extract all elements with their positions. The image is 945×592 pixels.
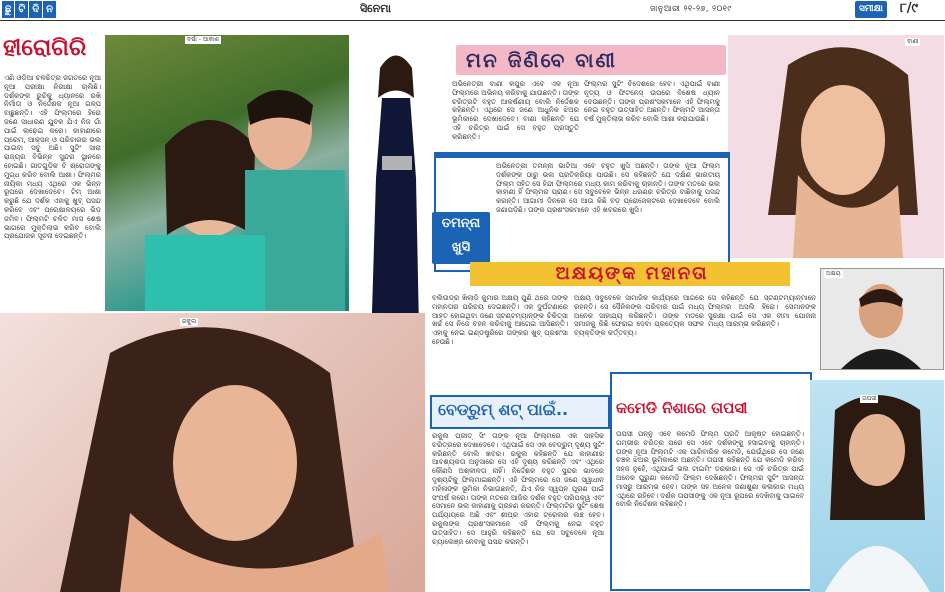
tamanna-quote-badge: ତମନ୍ନା ଖୁସି xyxy=(432,212,490,264)
akshay-col1: ବଲିଉଡ୍‌ର ଖିଲାଡ଼ି କୁମାର ଅକ୍ଷୟ ପୁଣି ଥରେ ତାଙ୍କ ମହାନତାର ପରିଚୟ ଦେଇଛନ୍ତି। ଏକ ଦୁର୍ଘଟଣାରେ ଆହତ ହୋଇଥିବା ଜଣେ ସ୍ଟଣ୍ଟମ୍ୟାନ୍‌ଙ୍କ ଚିକିତ୍ସା ଖର୍ଚ୍ଚ ସେ ନିଜେ ବହନ କରିବାକୁ ଆଗେଇ ଆସିଛନ୍ତି। ଏହାକୁ ନେଇ ଇଣ୍ଡଷ୍ଟ୍ରିରେ ତାଙ୍କର ଖୁବ୍ ପ୍ରଶଂସା ହେଉଛି। xyxy=(432,294,568,346)
section-badge-letter: ଦି xyxy=(29,1,42,18)
taapsee-body: ତାପସୀ ପନ୍ନୁ ଏବେ କମେଡି ଫିଲ୍ମ ପ୍ରତି ଆକୃଷ୍ଟ ହୋଇଛନ୍ତି। ଗମ୍ଭୀର ଚରିତ୍ର ପରେ ସେ ଏବେ ଦର୍ଶକଙ୍କୁ ହସାଇବାକୁ ଚାହାନ୍ତି। ତାଙ୍କ ନୂଆ ଫିଲ୍ମଟି ଏକ ପାରିବାରିକ କମେଡି, ଯେଉଁଥିରେ ସେ ଜଣେ ଚଞ୍ଚଳ ଝିଅର ଭୂମିକାରେ ଅଛନ୍ତି। ତାପସୀ କହିଛନ୍ତି ଯେ କମେଡି କରିବା ସହଜ ନୁହେଁ, ଏଥିପାଇଁ ଭଲ ଟାଇମିଂ ଦରକାର। ସେ ଏହି ଚରିତ୍ର ପାଇଁ ଅନେକ ପୁରୁଣା କମେଡି ଫିଲ୍ମ ଦେଖିଛନ୍ତି। ଫିଲ୍ମର ସୁଟିଂ ଆସନ୍ତା ମାସରୁ ଆରମ୍ଭ ହେବ। ତାଙ୍କ ସହ ଅନେକ ଜଣାଶୁଣା କଳାକାର ମଧ୍ୟ ଏଥିରେ ରହିବେ। ଦର୍ଶକ ତାପସୀଙ୍କୁ ଏକ ନୂଆ ରୂପରେ ଦେଖିବାକୁ ପାଇବେ ବୋଲି ନିର୍ଦ୍ଦେଶକ କହିଛନ୍ତି। xyxy=(616,430,804,509)
vaani-body-col2: ଫିଲ୍ମର ସୁଟିଂ ବିଦେଶରେ ହେବ। ଏଥିପାଇଁ ବାଣୀ ନୃତ୍ୟ ଓ ଫିଟନେସ୍ ଉପରେ ବିଶେଷ ଧ୍ୟାନ ଦେଉଛନ୍ତି। ତାଙ୍କ ପ୍ରଶଂସକମାନେ ଏହି ଫିଲ୍ମକୁ ନେଇ ବହୁତ ଉତ୍ସାହିତ ଅଛନ୍ତି। ଫିଲ୍ମଟି ଆସନ୍ତା ବର୍ଷ ମୁକ୍ତିଲାଭ କରିବ ବୋଲି ଆଶା କରାଯାଉଛି। xyxy=(584,80,720,124)
taapsee-headline: କମେଡି ନିଶାରେ ତାପସୀ xyxy=(616,399,748,417)
heroism-body: ଏଣି ଓଡ଼ିଆ ଚଳଚ୍ଚିତ୍ର ଜଗତରେ ନୂଆ ନୂଆ ପରୀକ୍ଷା ନିରୀକ୍ଷା ଚାଲିଛି। ଦର୍ଶକଙ୍କ ରୁଚିକୁ ଧ୍ୟାନରେ ରଖି ନିର୍ମାତା ଓ ନିର୍ଦ୍ଦେଶକ ନୂଆ ଗଳ୍ପ ବାଛୁଛନ୍ତି। ଏହି ଫିଲ୍ମରେ ହିରୋ ଜଣେ ସାଧାରଣ ଯୁବକ ଯିଏ ନିଜ ଗାଁ ପାଇଁ ଲଢ଼େଇ କରେ। କାହାଣୀରେ ପ୍ରେମ, ଆକ୍ସନ୍ ଓ ପରିବାରର ଭଲ ପାଇବା ସବୁ ଅଛି। ସୁଟିଂ ସାରା ରାଜ୍ୟର ବିଭିନ୍ନ ସୁନ୍ଦର ସ୍ଥାନରେ ହୋଇଛି। ଗୀତଗୁଡ଼ିକ ବି ଶ୍ରୋତାଙ୍କୁ ମୁଗ୍ଧ କରିବ ବୋଲି ଆଶା। ଫିଲ୍ମର ନାୟିକା ମଧ୍ୟ ଏଥିରେ ଏକ ଭିନ୍ନ ରୂପରେ ଦେଖାଦେବେ। ଟିମ୍ ଆଶା କରୁଛି ଯେ ଦର୍ଶକ ଏହାକୁ ଖୁବ୍ ପସନ୍ଦ କରିବେ ଏବଂ ପ୍ରେକ୍ଷାଳୟରେ ଭିଡ଼ ଜମିବ। ଫିଲ୍ମଟି ଚଳିତ ମାସ ଶେଷ ଭାଗରେ ମୁକ୍ତିଲାଭ କରିବ ବୋଲି ପ୍ରଯୋଜକ ସୂଚନା ଦେଇଛନ୍ତି। xyxy=(4,74,101,241)
vaani-caption: ବାଣୀ xyxy=(907,38,919,45)
vaani-portrait xyxy=(728,35,944,258)
section-badge-letter: ନ xyxy=(43,1,56,18)
vaani-photo xyxy=(728,35,944,258)
heroism-caption: ବର୍ଷା - ଆକାଶ xyxy=(187,36,219,43)
rakul-headline: ବେଡ୍‌ରୁମ୍ ଶଟ୍ ପାଇଁ.. xyxy=(438,400,569,419)
akshay-portrait xyxy=(821,269,943,369)
akshay-col2: ଅକ୍ଷୟ ସବୁବେଳେ ସାମାଜିକ କାର୍ଯ୍ୟରେ ଆଗରେ ରହନ୍ତି। ସେ ସୈନିକଙ୍କ ପରିବାର ପାଇଁ ମଧ୍ୟ ଅନେକ ସାହାଯ୍ୟ କରିଛନ୍ତି। ତାଙ୍କ ମତରେ ସମାଜକୁ କିଛି ଫେରାଇ ଦେବା ପ୍ରତ୍ୟେକ ସଫଳ ବ୍ୟକ୍ତିଙ୍କ କର୍ତ୍ତବ୍ୟ। xyxy=(574,294,704,338)
taapsee-photo xyxy=(810,380,944,592)
taapsee-caption: ତାପସୀ xyxy=(862,395,877,402)
akshay-headline: ଅକ୍ଷୟଙ୍କ ମହାନତା xyxy=(555,263,709,284)
akshay-photo xyxy=(820,268,944,370)
heroism-headline: ହୀରୋଗିରି xyxy=(3,35,87,61)
couple-illustration xyxy=(105,35,349,311)
top-bar xyxy=(0,0,945,21)
rakul-photo xyxy=(0,313,425,592)
page-number: ୮/୯ xyxy=(900,1,918,16)
section-badge xyxy=(2,1,56,18)
heroism-photo xyxy=(105,35,349,311)
section-title: ସିନେମା xyxy=(360,2,391,15)
section-badge-letter: ଛୁ xyxy=(2,1,14,18)
masthead-logo: ସମୀକ୍ଷା xyxy=(855,1,887,18)
vaani-headline: ମନ ଜିଣିବେ ବାଣୀ xyxy=(466,48,617,72)
rakul-portrait xyxy=(0,313,425,592)
akshay-col3: ସେ କହିଛନ୍ତି ଯେ ସ୍ଟଣ୍ଟମ୍ୟାନ୍‌ମାନେ ଫିଲ୍ମର ଅସଲି ହିରୋ। ସେମାନଙ୍କ ସୁରକ୍ଷା ପାଇଁ ସେ ଏକ ବୀମା ଯୋଜନା ମଧ୍ୟ ଆରମ୍ଭ କରିଛନ୍ତି। xyxy=(708,294,816,329)
taapsee-portrait xyxy=(810,380,944,592)
rakul-caption: ରକୁଲ xyxy=(182,318,197,325)
akshay-caption: ଅକ୍ଷୟ xyxy=(826,270,841,277)
section-badge-letter: ଟି xyxy=(15,1,28,18)
rakul-body: ରକୁଲ ପ୍ରୀତ୍ ସିଂ ତାଙ୍କ ନୂଆ ଫିଲ୍ମରେ ଏକ ସାହସିକ ଚରିତ୍ରରେ ଦେଖାଦେବେ। ଏଥିପାଇଁ ସେ ଏକ ବେଡ୍‌ରୁମ୍ ଦୃଶ୍ୟ ସୁଟିଂ କରିଛନ୍ତି ବୋଲି ଖବର। ରକୁଲ କହିଛନ୍ତି ଯେ କାହାଣୀର ଆବଶ୍ୟକତା ଅନୁସାରେ ସେ ଏହି ଦୃଶ୍ୟ କରିଛନ୍ତି ଏବଂ ଏଥିରେ କୌଣସି ଅଶ୍ଳୀଳତା ନାହିଁ। ନିର୍ଦ୍ଦେଶକ ବହୁତ ସୁନ୍ଦର ଭାବରେ ଦୃଶ୍ୟଟିକୁ ଫିଲ୍ମାଇଛନ୍ତି। ଏହି ଫିଲ୍ମରେ ସେ ଜଣେ ସ୍ୱାଧୀନ ମହିଳାଙ୍କ ଭୂମିକା ନିଭାଉଛନ୍ତି, ଯିଏ ନିଜ ସ୍ୱପ୍ନ ପୂରଣ ପାଇଁ ସଂଘର୍ଷ କରେ। ତାଙ୍କ ମତରେ ଆଜିର ଦର୍ଶକ ବହୁତ ପରିପକ୍ୱ ଏବଂ ସେମାନେ ଭଲ କାହାଣୀକୁ ଗ୍ରହଣ କରନ୍ତି। ଫିଲ୍ମଟିର ସୁଟିଂ ଶେଷ ପର୍ଯ୍ୟାୟରେ ଅଛି ଏବଂ ଶୀଘ୍ର ଏହାର ଟ୍ରେଲର ଲଞ୍ଚ ହେବ। ରକୁଲଙ୍କ ପ୍ରଶଂସକମାନେ ଏହି ଫିଲ୍ମକୁ ନେଇ ବହୁତ ଉତ୍ସାହିତ। ସେ ଆହୁରି କହିଛନ୍ତି ଯେ ସେ ସବୁବେଳେ ନୂଆ ଚ୍ୟାଲେଞ୍ଜ ନେବାକୁ ପସନ୍ଦ କରନ୍ତି। xyxy=(432,432,604,546)
tamanna-body: ଅଭିନେତ୍ରୀ ତମନ୍ନା ଭାଟିଆ ଏବେ ବହୁତ ଖୁସି ଅଛନ୍ତି। ତାଙ୍କ ନୂଆ ଫିଲ୍ମ ଦର୍ଶକଙ୍କ ଠାରୁ ଭଲ ପ୍ରତିକ୍ରିୟା ପାଉଛି। ସେ କହିଛନ୍ତି ଯେ ଦକ୍ଷିଣ ଭାରତୀୟ ଫିଲ୍ମ ସହିତ ସେ ହିନ୍ଦୀ ଫିଲ୍ମରେ ମଧ୍ୟ କାମ କରିବାକୁ ଚାହାନ୍ତି। ତାଙ୍କ ମତରେ ଭଲ କାହାଣୀ ହିଁ ଫିଲ୍ମର ପ୍ରାଣ। ସେ ସବୁବେଳେ ଭିନ୍ନ ଧରଣର ଚରିତ୍ର ବାଛିବାକୁ ପସନ୍ଦ କରନ୍ତି। ଆଗାମୀ ଦିନରେ ସେ ଆଉ କିଛି ବଡ଼ ପ୍ରୋଜେକ୍ଟରେ ଦେଖାଦେବେ ବୋଲି ଜଣାପଡ଼ିଛି। ତାଙ୍କ ପ୍ରଶଂସକମାନେ ଏହି ଖବରରେ ଖୁସି। xyxy=(496,162,720,214)
vaani-body-col1: ଅଭିନେତ୍ରୀ ବାଣୀ କପୁର ଏବେ ଏକ ନୂଆ ଫିଲ୍ମରେ ଅଭିନୟ କରିବାକୁ ଯାଉଛନ୍ତି। ତାଙ୍କ ଚରିତ୍ରଟି ବହୁତ ଆକର୍ଷଣୀୟ ବୋଲି ନିର୍ଦ୍ଦେଶକ କହିଛନ୍ତି। ଏଥିରେ ସେ ଜଣେ ଆଧୁନିକ ଝିଅର ଭୂମିକାରେ ଦେଖାଦେବେ। ବାଣୀ କହିଛନ୍ତି ଯେ ଏହି ଚରିତ୍ର ପାଇଁ ସେ ବହୁତ ପ୍ରସ୍ତୁତି କରିଛନ୍ତି। xyxy=(452,80,579,141)
issue-date: ଜାନୁଆରୀ ୨୧-୨୭, ୨୦୧୯ xyxy=(650,4,732,13)
